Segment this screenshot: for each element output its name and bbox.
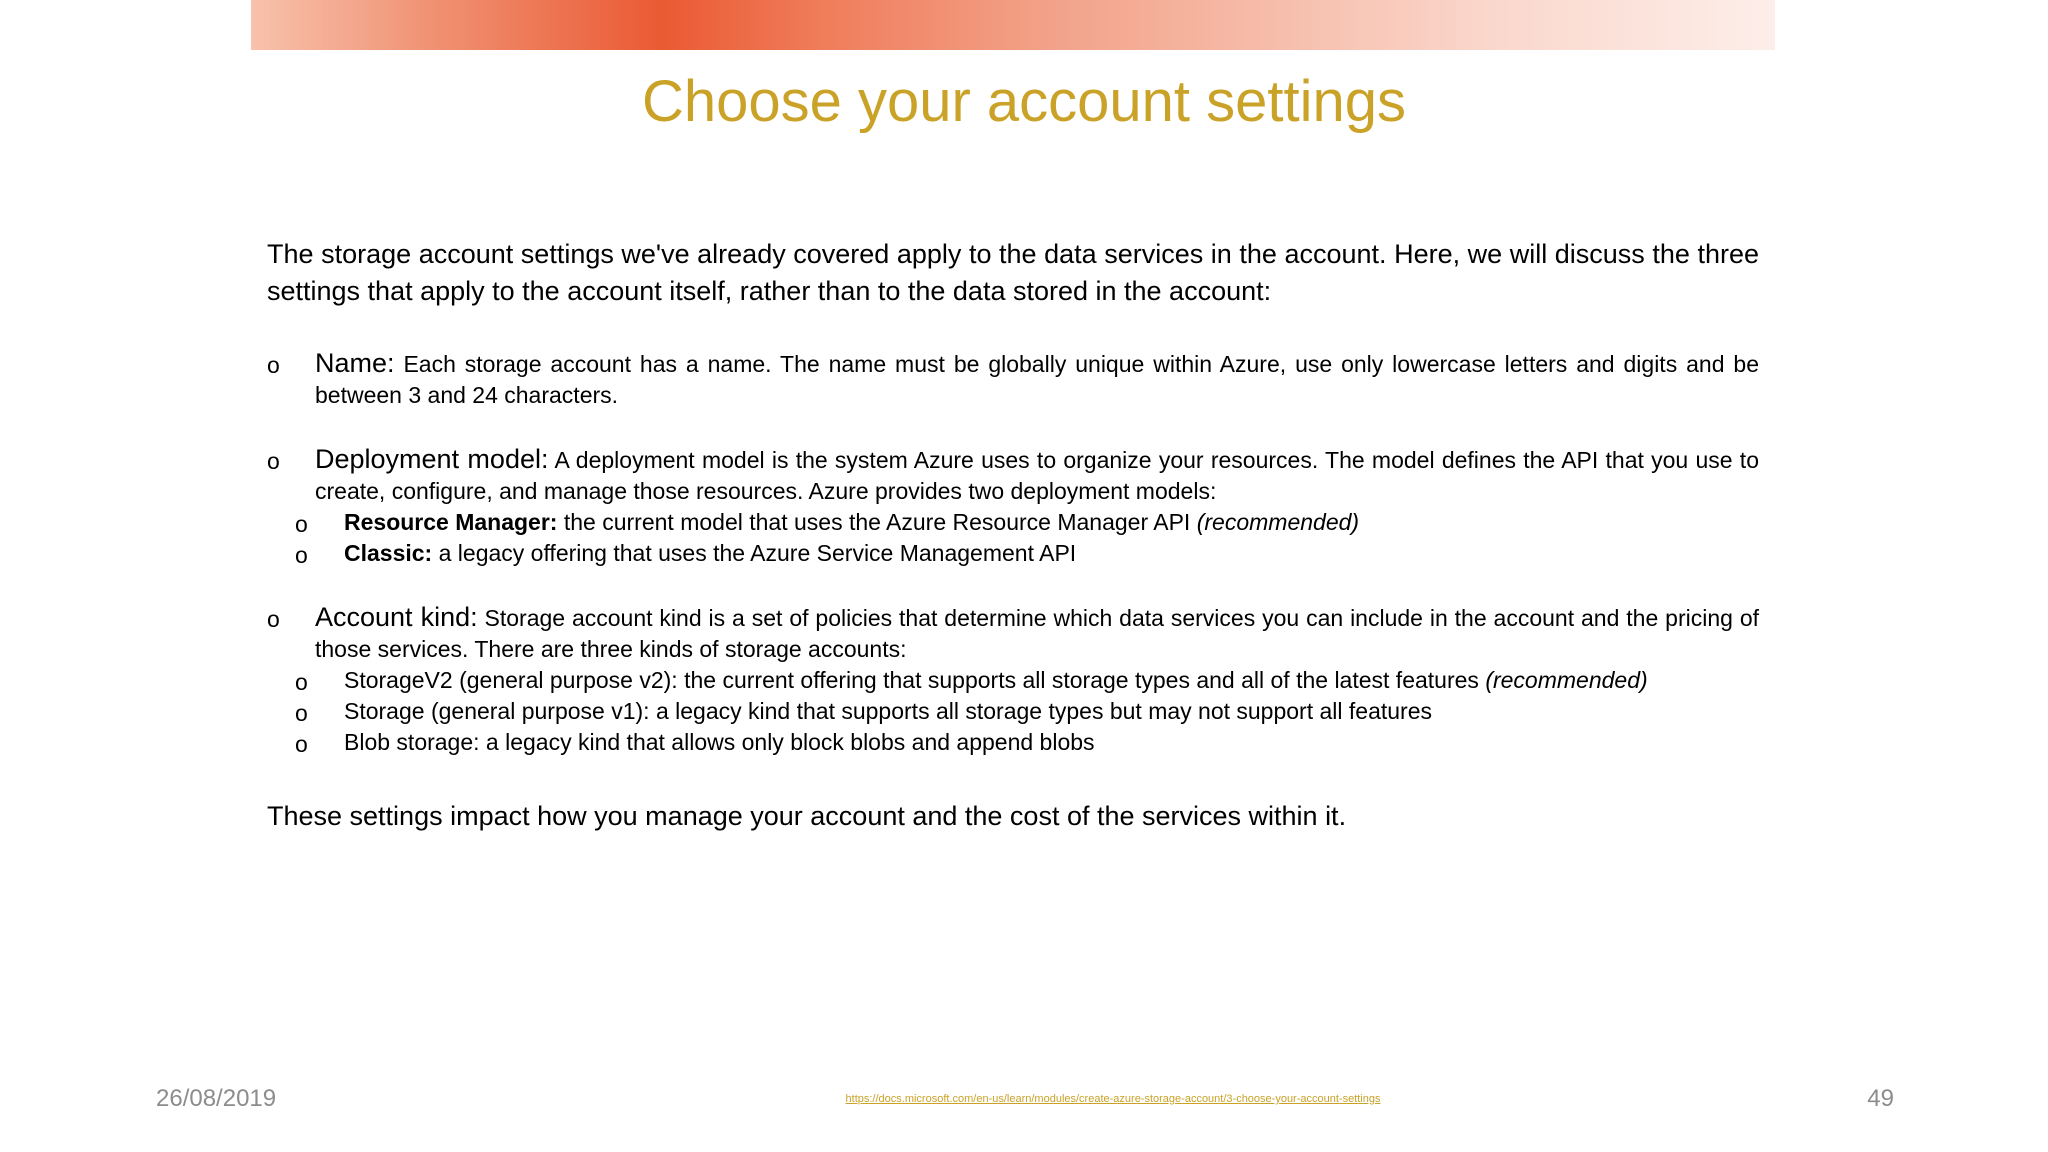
kind-text: Storage account kind is a set of policies that determine which data services you can include in the account and the pricing of those services. There are three kinds of storage accounts: — [315, 605, 1759, 662]
bullet-circle-icon: o — [267, 606, 280, 632]
bullet-deployment-model — [267, 444, 1759, 507]
subitem-italic: (recommended) — [1196, 509, 1360, 535]
subitem-blob-storage — [267, 727, 1759, 758]
footer-source-link[interactable]: https://docs.microsoft.com/en-us/learn/modules/create-azure-storage-account/3-choose-your-account-settings — [845, 1093, 1381, 1105]
bullet-circle-icon: o — [295, 731, 308, 757]
bullet-circle-icon: o — [295, 669, 308, 695]
deployment-text: A deployment model is the system Azure uses to organize your resources. The model defines the API that you use to create, configure, and manage those resources. Azure provides two deployment models: — [315, 447, 1759, 504]
bullet-circle-icon: o — [295, 542, 308, 568]
subitem-text: Storage (general purpose v1): a legacy kind that supports all storage types but may not support all features — [344, 698, 1433, 724]
deployment-sublist — [267, 507, 1759, 569]
subitem-text: a legacy offering that uses the Azure Service Management API — [438, 540, 1077, 566]
deployment-lead: Deployment model: — [315, 444, 549, 474]
subitem-bold: Resource Manager: — [344, 509, 558, 535]
subitem-text: StorageV2 (general purpose v2): the current offering that supports all storage types and all of the latest features — [344, 667, 1479, 693]
subitem-storage-v1 — [267, 696, 1759, 727]
footer-page-number: 49 — [1867, 1085, 1894, 1112]
closing-paragraph: These settings impact how you manage your account and the cost of the services within it. — [267, 801, 1347, 831]
header-gradient-band — [251, 0, 1775, 50]
kind-sublist — [267, 665, 1759, 758]
kind-lead: Account kind: — [315, 602, 478, 632]
intro-paragraph: The storage account settings we've already covered apply to the data services in the account. Here, we will discuss the three settings that apply to the account itself, rather than to the data stored in the account: — [267, 239, 1759, 306]
slide-body — [267, 236, 1759, 862]
name-text: Each storage account has a name. The name must be globally unique within Azure, use only lowercase letters and digits and be between 3 and 24 characters. — [315, 351, 1759, 408]
subitem-text: Blob storage: a legacy kind that allows only block blobs and append blobs — [344, 729, 1095, 755]
subitem-italic: (recommended) — [1485, 667, 1648, 693]
bullet-account-kind — [267, 602, 1759, 665]
name-lead: Name: — [315, 348, 395, 378]
bullet-circle-icon: o — [267, 448, 280, 474]
slide-title: Choose your account settings — [641, 69, 1407, 134]
bullet-name — [267, 348, 1759, 411]
subitem-storagev2 — [267, 665, 1759, 696]
bullet-circle-icon: o — [295, 700, 308, 726]
bullet-circle-icon: o — [267, 352, 280, 378]
subitem-bold: Classic: — [344, 540, 433, 566]
footer-date: 26/08/2019 — [156, 1085, 277, 1112]
subitem-resource-manager — [267, 507, 1759, 538]
subitem-classic — [267, 538, 1759, 569]
bullet-circle-icon: o — [295, 511, 308, 537]
subitem-text: the current model that uses the Azure Resource Manager API — [563, 509, 1191, 535]
